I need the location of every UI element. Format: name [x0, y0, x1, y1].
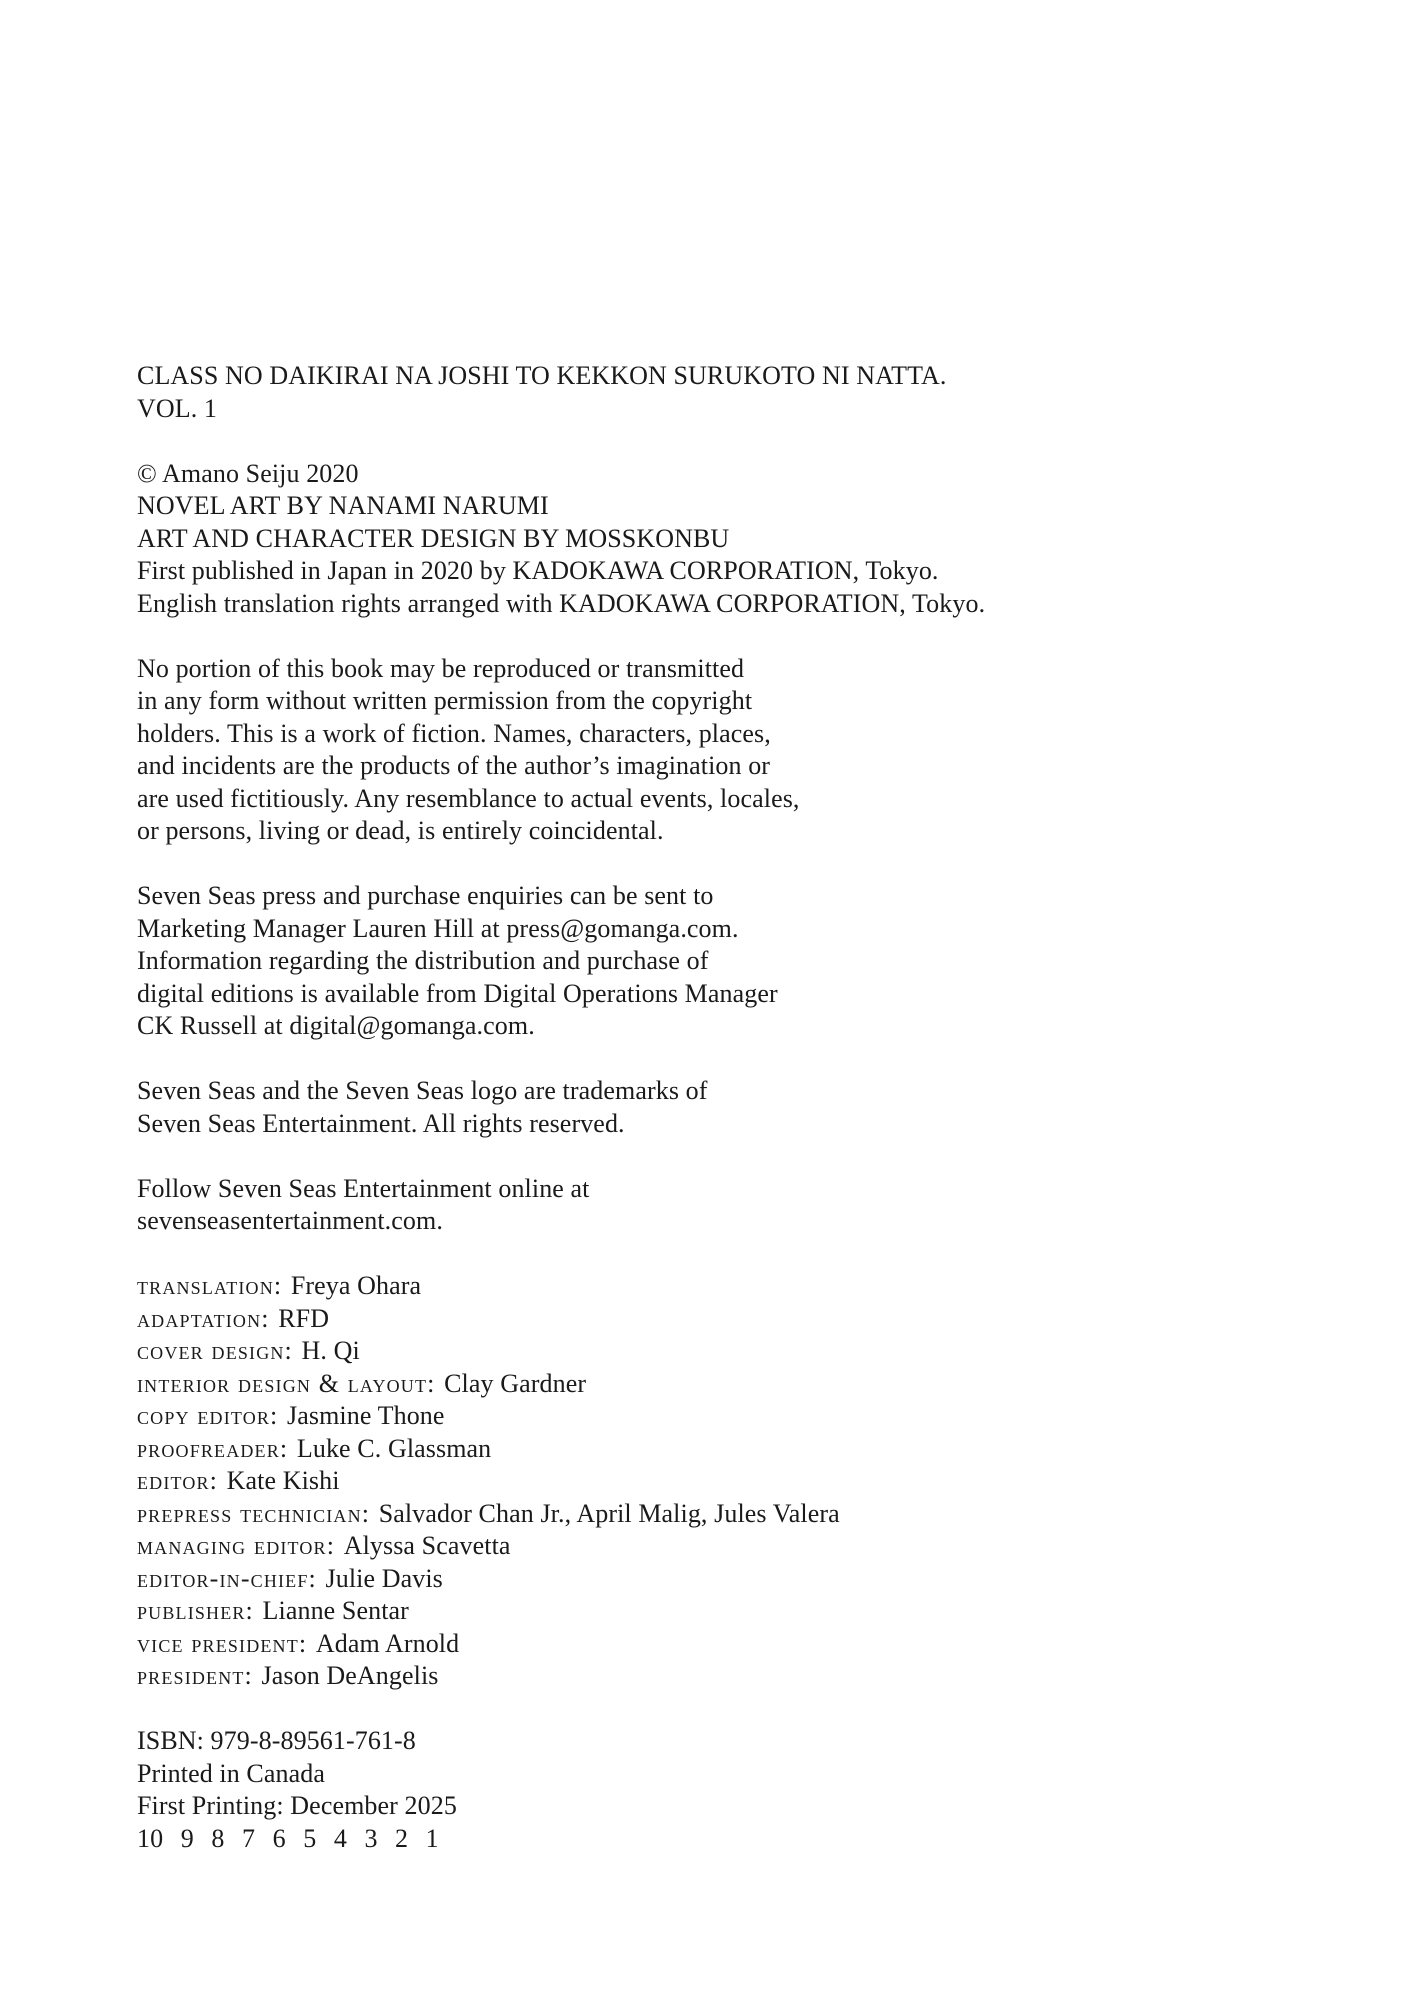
credit-person: Clay Gardner — [444, 1368, 587, 1398]
credit-row-proofreader — [137, 1433, 1267, 1466]
contact-line: Information regarding the distribution and purchase of — [137, 946, 709, 975]
legal-line: in any form without written permission from the copyright — [137, 686, 753, 715]
credit-role-label: editor: — [137, 1466, 219, 1495]
credit-role-label: vice president: — [137, 1628, 308, 1658]
credit-row-president — [137, 1660, 1267, 1693]
credit-row-editor — [137, 1465, 1267, 1498]
legal-line: or persons, living or dead, is entirely coincidental. — [137, 816, 664, 845]
credit-person: Alyssa Scavetta — [343, 1531, 511, 1560]
credit-row-editor-in-chief — [137, 1563, 1267, 1596]
credit-row-copy-editor — [137, 1400, 1267, 1433]
legal-line: No portion of this book may be reproduced or transmitted — [137, 653, 745, 683]
staff-credits-block — [137, 1270, 1267, 1693]
credit-role-label: proofreader: — [137, 1433, 289, 1463]
copyright-line: First published in Japan in 2020 by KADOKAWA CORPORATION, Tokyo. — [137, 556, 939, 585]
legal-line: holders. This is a work of fiction. Names, characters, places, — [137, 718, 771, 748]
isbn-line: ISBN: 979-8-89561-761-8 — [137, 1726, 416, 1755]
printing-info-block — [137, 1725, 1267, 1855]
follow-online-block — [137, 1173, 1267, 1238]
book-title-line: CLASS NO DAIKIRAI NA JOSHI TO KEKKON SURUKOTO NI NATTA. — [137, 361, 947, 390]
contact-line: CK Russell at digital@gomanga.com. — [137, 1011, 535, 1040]
credit-row-adaptation — [137, 1303, 1267, 1336]
website-text: sevenseasentertainment.com. — [137, 1206, 443, 1235]
colophon-page — [137, 360, 1267, 1888]
copyright-line: © Amano Seiju 2020 — [137, 458, 359, 488]
credit-role-label: interior design & layout: — [137, 1368, 436, 1398]
credit-row-managing-editor — [137, 1530, 1267, 1563]
follow-line: Follow Seven Seas Entertainment online at — [137, 1173, 590, 1203]
credit-role-label: editor-in-chief: — [137, 1563, 317, 1593]
contact-line: Seven Seas press and purchase enquiries can be sent to — [137, 881, 714, 910]
credit-role-label: publisher: — [137, 1596, 254, 1625]
credit-role-label: translation: — [137, 1271, 283, 1300]
credit-person: Jason DeAngelis — [261, 1661, 439, 1690]
book-volume-line: VOL. 1 — [137, 393, 218, 423]
trademark-block — [137, 1075, 1267, 1140]
print-run-numbers: 10 9 8 7 6 5 4 3 2 1 — [137, 1823, 439, 1853]
copyright-line: English translation rights arranged with KADOKAWA CORPORATION, Tokyo. — [137, 588, 986, 618]
credit-person: Luke C. Glassman — [296, 1433, 492, 1463]
credit-person: Salvador Chan Jr., April Malig, Jules Valera — [378, 1498, 840, 1528]
credit-role-label: president: — [137, 1661, 253, 1690]
credit-role-label: copy editor: — [137, 1401, 279, 1430]
credit-person: RFD — [278, 1303, 330, 1333]
press-contact-block — [137, 880, 1267, 1043]
credit-person: Adam Arnold — [315, 1628, 460, 1658]
credit-row-interior-design — [137, 1368, 1267, 1401]
copyright-line: NOVEL ART BY NANAMI NARUMI — [137, 491, 549, 520]
book-title-block — [137, 360, 1267, 425]
trademark-line: Seven Seas Entertainment. All rights reserved. — [137, 1108, 625, 1138]
copyright-line: ART AND CHARACTER DESIGN BY MOSSKONBU — [137, 523, 730, 553]
credit-person: Kate Kishi — [226, 1466, 340, 1495]
credit-person: Julie Davis — [325, 1563, 443, 1593]
credit-row-cover-design — [137, 1335, 1267, 1368]
legal-line: and incidents are the products of the author’s imagination or — [137, 751, 771, 780]
credit-role-label: adaptation: — [137, 1303, 270, 1333]
credit-role-label: prepress technician: — [137, 1498, 371, 1528]
credit-role-label: managing editor: — [137, 1531, 336, 1560]
credit-row-publisher — [137, 1595, 1267, 1628]
trademark-line: Seven Seas and the Seven Seas logo are trademarks of — [137, 1076, 708, 1105]
legal-line: are used fictitiously. Any resemblance to actual events, locales, — [137, 783, 800, 813]
credit-row-translation — [137, 1270, 1267, 1303]
credit-person: Jasmine Thone — [287, 1401, 445, 1430]
credit-row-vice-president — [137, 1628, 1267, 1661]
printed-in-line: Printed in Canada — [137, 1758, 325, 1788]
credit-person: Freya Ohara — [290, 1271, 422, 1300]
copyright-block — [137, 458, 1267, 621]
credit-person: H. Qi — [301, 1336, 360, 1365]
first-printing-line: First Printing: December 2025 — [137, 1791, 457, 1820]
contact-line: digital editions is available from Digital Operations Manager — [137, 978, 778, 1008]
contact-line: Marketing Manager Lauren Hill at press@gomanga.com. — [137, 913, 739, 943]
credit-role-label: cover design: — [137, 1336, 293, 1365]
credit-row-prepress-technician — [137, 1498, 1267, 1531]
legal-notice-block — [137, 653, 1267, 848]
credit-person: Lianne Sentar — [262, 1596, 409, 1625]
